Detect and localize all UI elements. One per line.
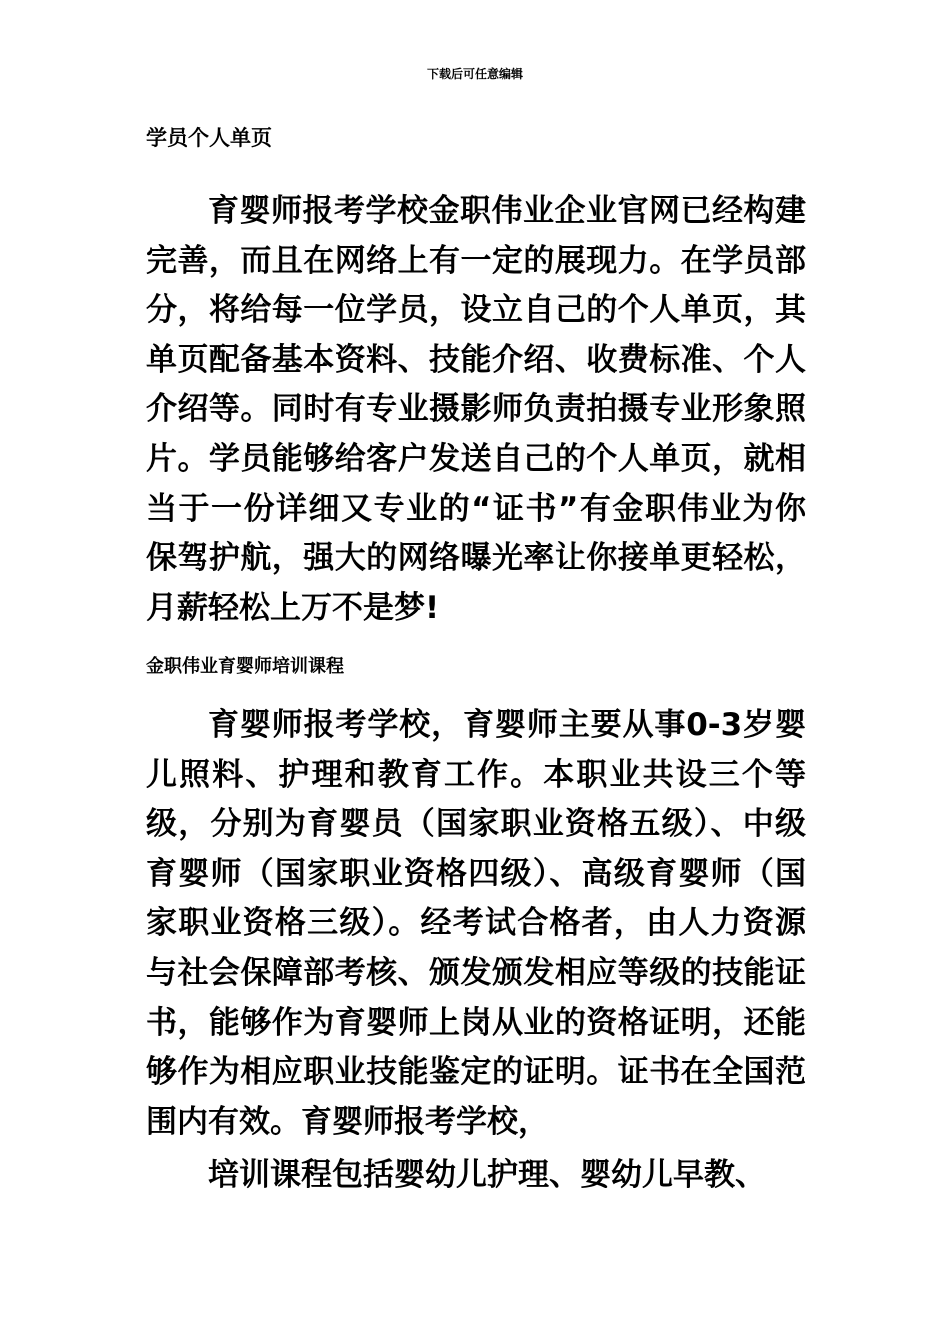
page-header-note: 下载后可任意编辑 <box>426 67 523 81</box>
section-heading-training-course: 金职伟业育婴师培训课程 <box>146 656 344 677</box>
paragraph-training-courses: 培训课程包括婴幼儿护理、婴幼儿早教、 <box>208 1157 766 1193</box>
paragraph-training-intro: 育婴师报考学校，育婴师主要从事0-3岁婴儿照料、护理和教育工作。本职业共设三个等级，分别为育婴员（国家职业资格五级）、中级育婴师（国家职业资格四级）、高级育婴师（国家职业资格三级）。经考试合格者，由人力资源与社会保障部考核、颁发颁发相应等级的技能证书，能够作为育婴师上岗从业的资格证明，还能够作为相应职业技能鉴定的证明。证书在全国范围内有效。育婴师报考学校， <box>146 707 806 1140</box>
section-heading-student-page: 学员个人单页 <box>146 126 272 150</box>
paragraph-student-page: 育婴师报考学校金职伟业企业官网已经构建完善，而且在网络上有一定的展现力。在学员部分，将给每一位学员，设立自己的个人单页，其单页配备基本资料、技能介绍、收费标准、个人介绍等。同时有专业摄影师负责拍摄专业形象照片。学员能够给客户发送自己的个人单页，就相当于一份详细又专业的“证书”有金职伟业为你保驾护航，强大的网络曝光率让你接单更轻松，月薪轻松上万不是梦! <box>146 193 806 626</box>
